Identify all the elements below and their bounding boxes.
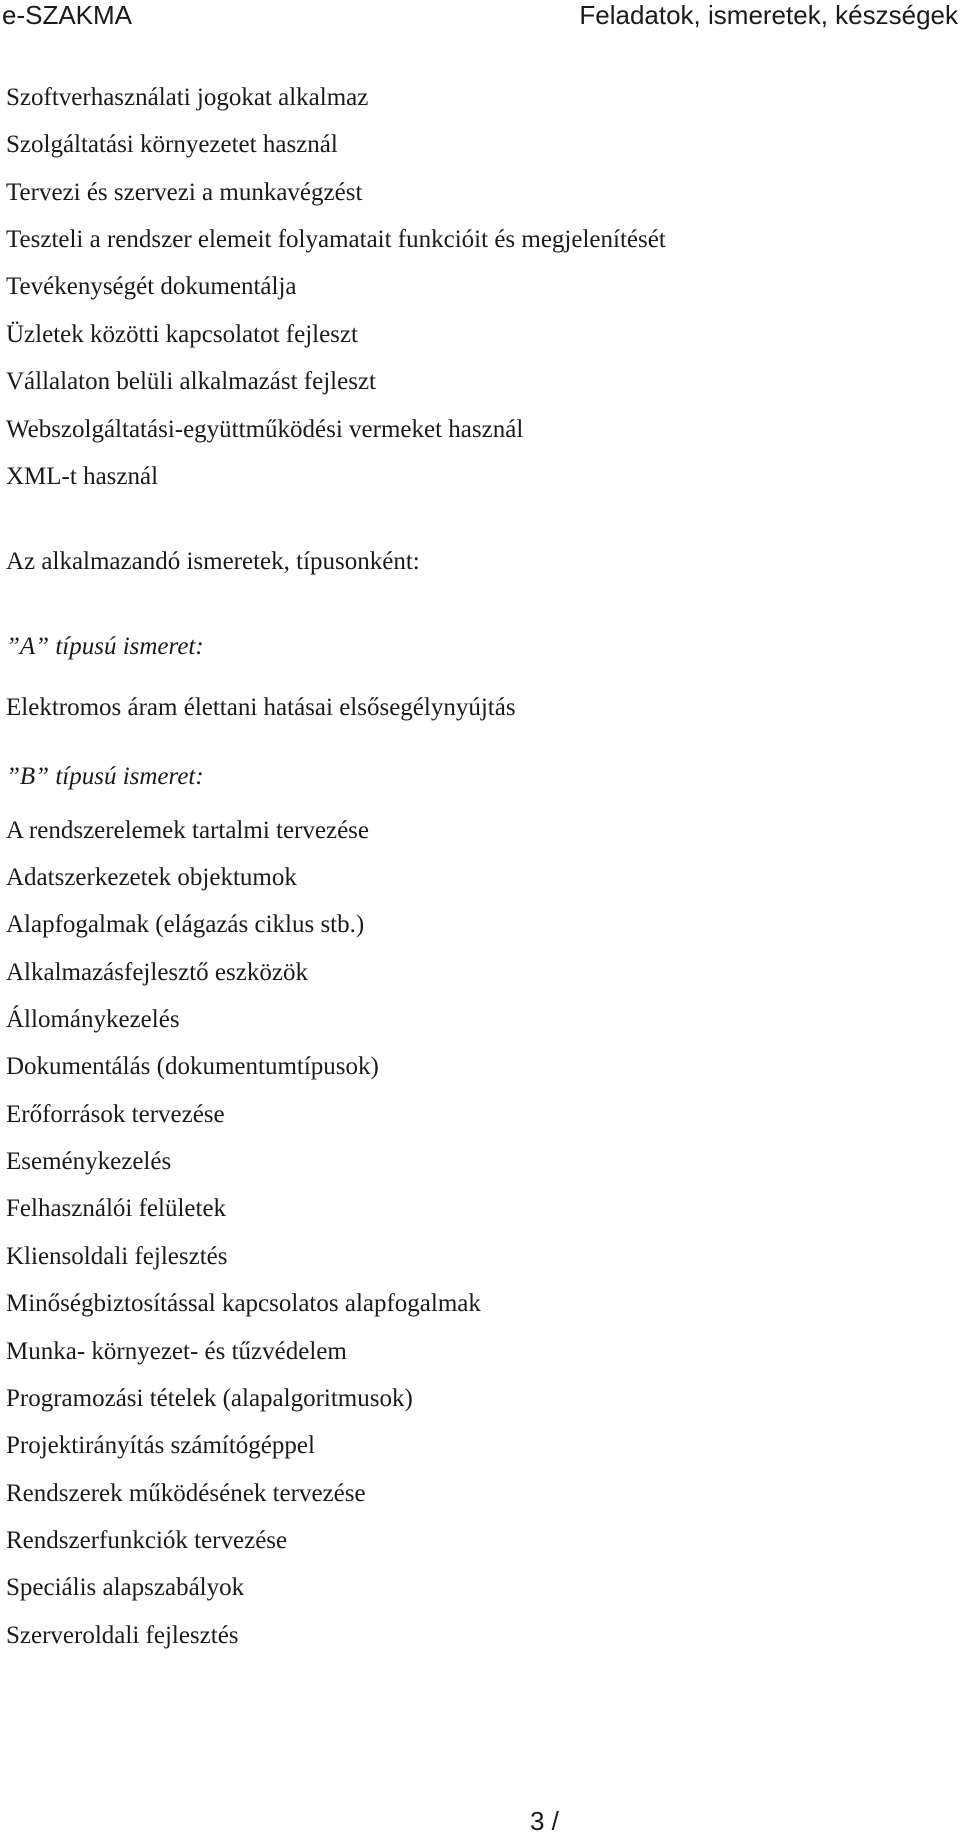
page-number: 3 / [530,1806,559,1836]
type-b-item: Munka- környezet- és tűzvédelem [6,1338,347,1365]
header-brand: e-SZAKMA [2,0,133,30]
type-b-item: Dokumentálás (dokumentumtípusok) [6,1053,379,1080]
type-b-item: Rendszerfunkciók tervezése [6,1527,288,1554]
type-b-heading: ”B” típusú ismeret: [6,763,204,790]
skill-item: Szoftverhasználati jogokat alkalmaz [6,84,369,111]
type-b-item: Felhasználói felületek [6,1195,227,1222]
type-b-item: Eseménykezelés [6,1148,172,1175]
type-b-item: Állománykezelés [6,1006,180,1033]
type-b-item: Rendszerek működésének tervezése [6,1480,366,1507]
skill-item: Üzletek közötti kapcsolatot fejleszt [6,321,358,348]
type-a-heading: ”A” típusú ismeret: [6,633,204,660]
skill-item: Webszolgáltatási-együttműködési vermeket használ [6,416,524,443]
type-b-item: Erőforrások tervezése [6,1101,225,1128]
skill-item: Vállalaton belüli alkalmazást fejleszt [6,368,376,395]
skill-item: Tervezi és szervezi a munkavégzést [6,179,363,206]
skill-item: Szolgáltatási környezetet használ [6,131,338,158]
type-a-item: Elektromos áram élettani hatásai elsősegélynyújtás [6,694,516,721]
skill-item: Teszteli a rendszer elemeit folyamatait funkcióit és megjelenítését [6,226,666,253]
skill-item: Tevékenységét dokumentálja [6,273,297,300]
skill-item: XML-t használ [6,463,159,490]
type-b-item: Szerveroldali fejlesztés [6,1622,239,1649]
header-section-title: Feladatok, ismeretek, készségek [579,0,958,30]
knowledge-heading: Az alkalmazandó ismeretek, típusonként: [6,548,420,575]
type-b-item: Speciális alapszabályok [6,1574,245,1601]
type-b-item: Kliensoldali fejlesztés [6,1243,228,1270]
type-b-item: A rendszerelemek tartalmi tervezése [6,817,370,844]
type-b-item: Minőségbiztosítással kapcsolatos alapfogalmak [6,1290,481,1317]
type-b-item: Adatszerkezetek objektumok [6,864,297,891]
page-header [0,0,960,34]
type-b-item: Alapfogalmak (elágazás ciklus stb.) [6,911,365,938]
type-b-item: Programozási tételek (alapalgoritmusok) [6,1385,413,1412]
type-b-item: Alkalmazásfejlesztő eszközök [6,959,308,986]
type-b-item: Projektirányítás számítógéppel [6,1432,315,1459]
